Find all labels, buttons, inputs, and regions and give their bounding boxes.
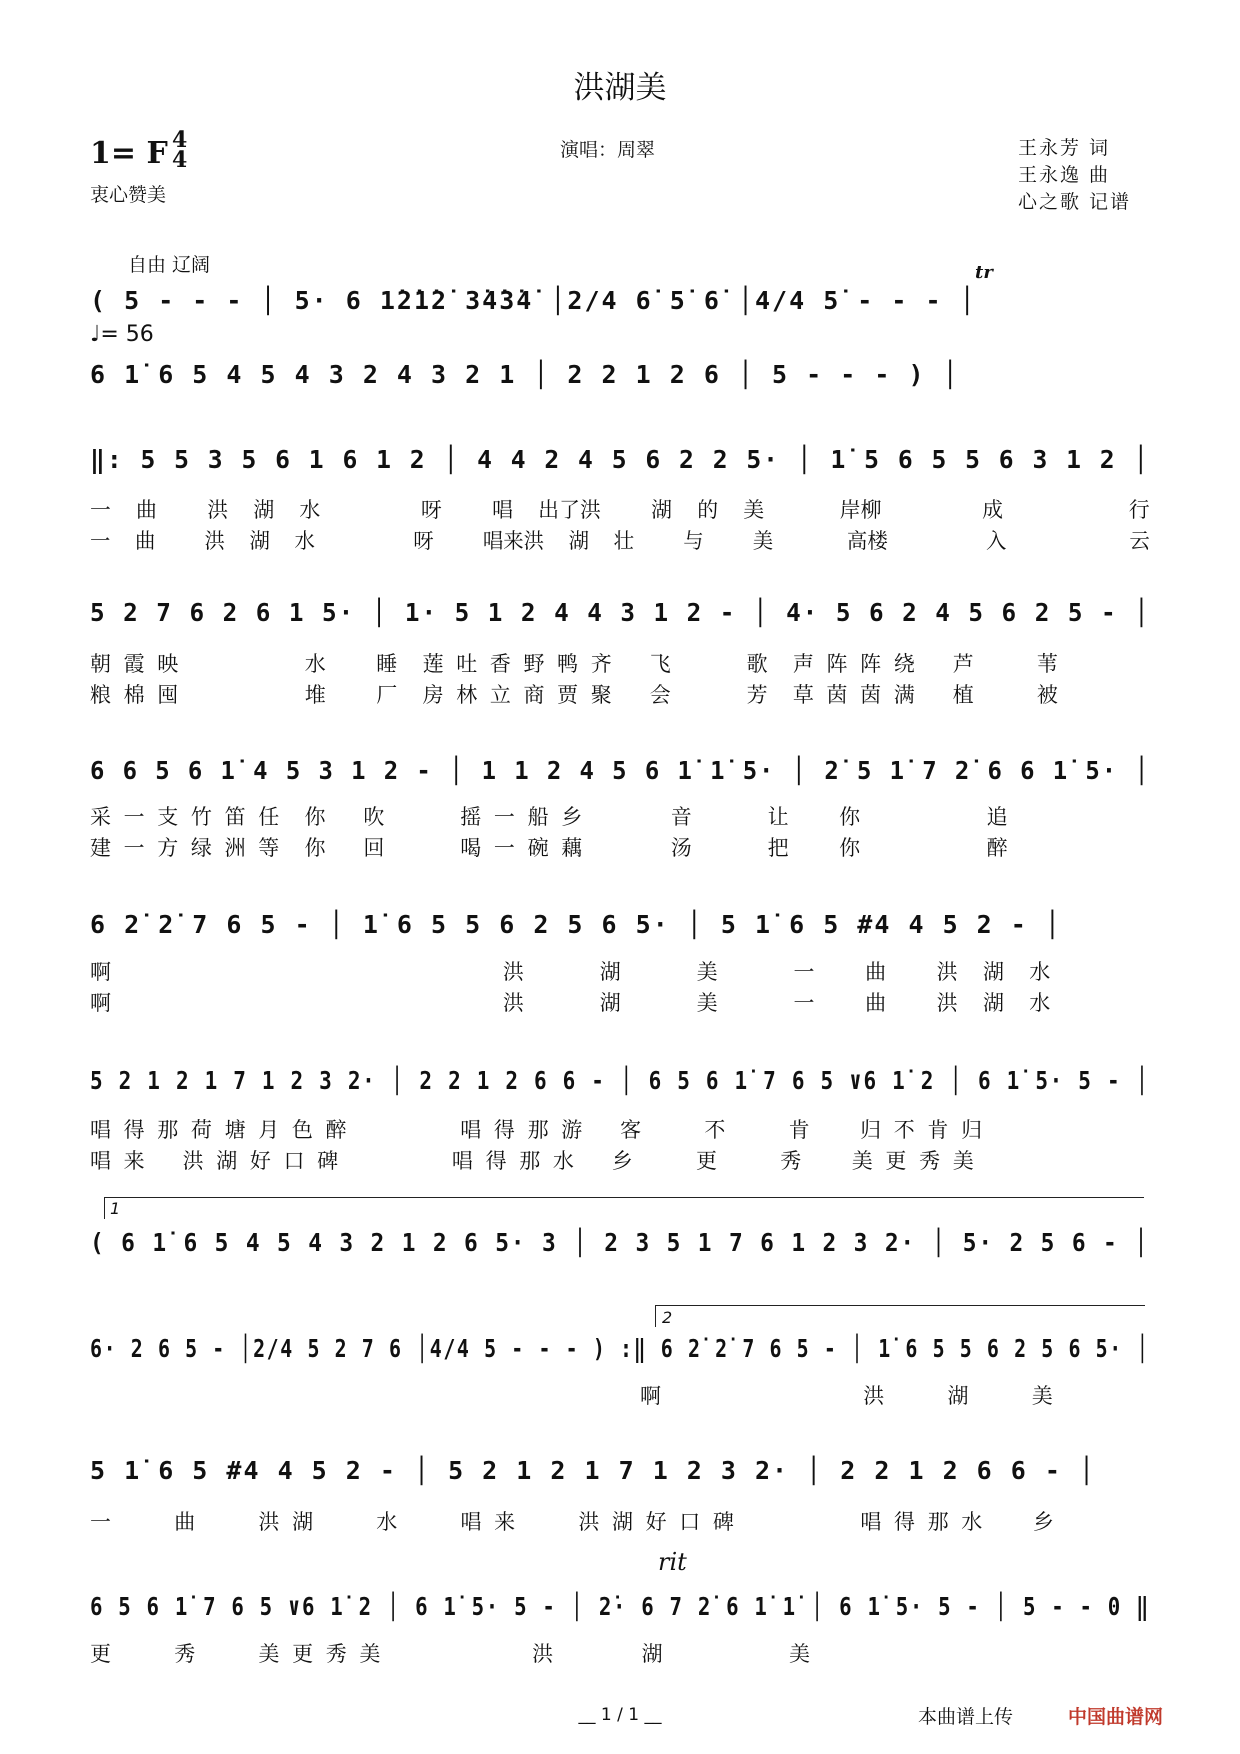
lyric-line: 唱 来 洪 湖 好 口 碑 唱 得 那 水 乡 更 秀 美 更 秀 美 bbox=[90, 1149, 974, 1173]
expression-mark: 衷心赞美 bbox=[90, 184, 167, 206]
score-line-11: 6 5 6 1̇ 7 6 5 ∨6 1̇ 2 │ 6 1̇ 5· 5 - │ 2̇· 6 7 2̇ 6 1̇ 1̇ │ 6 1̇ 5· 5 - │ 5 - - 0 ‖ bbox=[90, 1592, 1151, 1621]
time-signature-top: 4 bbox=[172, 127, 188, 153]
score-line-8: ( 6 1̇ 6 5 4 5 4 3 2 1 2 6 5· 3 │ 2 3 5 1 7 6 1 2 3 2· │ 5· 2 5 6 - │ bbox=[90, 1228, 1150, 1257]
page-number: __ 1 / 1 __ bbox=[578, 1705, 662, 1725]
footer-text: 本曲谱上传 bbox=[918, 1706, 1014, 1728]
lyric-line: 建 一 方 绿 洲 等 你 回 喝 一 碗 藕 汤 把 你 醉 bbox=[90, 836, 1008, 860]
lyric-line: 一 曲 洪 湖 水 呀 唱来洪 湖 壮 与 美 高楼 入 云 bbox=[90, 529, 1150, 553]
volta-2-number: 2 bbox=[662, 1308, 673, 1327]
tempo-mark: ♩= 56 bbox=[90, 322, 154, 347]
lyric-line: 更 秀 美 更 秀 美 洪 湖 美 bbox=[90, 1642, 811, 1666]
lyric-line: 一 曲 洪 湖 水 呀 唱 出了洪 湖 的 美 岸柳 成 行 bbox=[90, 498, 1150, 522]
time-signature bbox=[172, 127, 188, 173]
singer-credit: 演唱：周翠 bbox=[560, 139, 656, 161]
score-line-10: 5 1̇ 6 5 #4 4 5 2 - │ 5 2 1 2 1 7 1 2 3 2· │ 2 2 1 2 6 6 - │ bbox=[90, 1456, 1097, 1485]
score-line-3: ‖: 5 5 3 5 6 1 6 1 2 │ 4 4 2 4 5 6 2 2 5· │ 1̇ 5 6 5 5 6 3 1 2 │ bbox=[90, 445, 1151, 474]
lyric-line: 一 曲 洪 湖 水 唱 来 洪 湖 好 口 碑 唱 得 那 水 乡 bbox=[90, 1510, 1054, 1534]
volta-1-tick bbox=[104, 1197, 105, 1219]
lyric-line: 朝 霞 映 水 睡 莲 吐 香 野 鸭 齐 飞 歌 声 阵 阵 绕 芦 苇 bbox=[90, 652, 1058, 676]
volta-1-bracket bbox=[104, 1197, 1144, 1198]
site-logo: 中国曲谱网 bbox=[1068, 1706, 1164, 1728]
lyricist-credit: 王永芳 词 bbox=[1018, 137, 1111, 159]
lyric-line: 采 一 支 竹 笛 任 你 吹 摇 一 船 乡 音 让 你 追 bbox=[90, 805, 1008, 829]
trill-mark: tr bbox=[975, 262, 993, 283]
score-line-5: 6 6 5 6 1̇ 4 5 3 1 2 - │ 1 1 2 4 5 6 1̇ 1̇ 5· │ 2̇ 5 1̇ 7 2̇ 6 6 1̇ 5· │ bbox=[90, 756, 1151, 785]
key-signature: 1= F bbox=[90, 136, 168, 171]
score-line-9: 6· 2 6 5 - │2/4 5 2 7 6 │4/4 5 - - - ) :‖ 6 2̇ 2̇ 7 6 5 - │ 1̇ 6 5 5 6 2 5 6 5· │ bbox=[90, 1334, 1151, 1363]
lyric-line: 啊 洪 湖 美 一 曲 洪 湖 水 bbox=[90, 991, 1051, 1015]
transcriber-credit: 心之歌 记谱 bbox=[1018, 191, 1132, 213]
lyric-line: 粮 棉 囤 堆 厂 房 林 立 商 贾 聚 会 芳 草 茵 茵 满 植 被 bbox=[90, 683, 1058, 707]
score-line-1: ( 5 - - - │ 5· 6 1̇2̇1̇2̇ 3̇4̇3̇4̇ │2/4 6̇ 5̇ 6̇ │4/4 5̇ - - - │ bbox=[90, 286, 977, 315]
score-line-2: 6 1̇ 6 5 4 5 4 3 2 4 3 2 1 │ 2 2 1 2 6 │ 5 - - - ) │ bbox=[90, 360, 960, 389]
composer-credit: 王永逸 曲 bbox=[1018, 164, 1111, 186]
lyric-line: 唱 得 那 荷 塘 月 色 醉 唱 得 那 游 客 不 肯 归 不 肯 归 bbox=[90, 1118, 983, 1142]
volta-2-bracket bbox=[655, 1305, 1145, 1306]
score-line-6: 6 2̇ 2̇ 7 6 5 - │ 1̇ 6 5 5 6 2 5 6 5· │ 5 1̇ 6 5 #4 4 5 2 - │ bbox=[90, 910, 1062, 939]
volta-1-number: 1 bbox=[110, 1199, 121, 1218]
author-credits bbox=[1018, 135, 1131, 216]
score-line-7: 5 2 1 2 1 7 1 2 3 2· │ 2 2 1 2 6 6 - │ 6 5 6 1̇ 7 6 5 ∨6 1̇ 2 │ 6 1̇ 5· 5 - │ bbox=[90, 1066, 1150, 1095]
free-tempo-mark: 自由 辽阔 bbox=[128, 254, 211, 276]
time-signature-bottom: 4 bbox=[172, 147, 188, 173]
lyric-line: 啊 洪 湖 美 bbox=[640, 1384, 1053, 1408]
ritardando-mark: rit bbox=[658, 1548, 687, 1576]
lyric-line: 啊 洪 湖 美 一 曲 洪 湖 水 bbox=[90, 960, 1051, 984]
volta-2-tick bbox=[655, 1305, 656, 1327]
score-line-4: 5 2 7 6 2 6 1 5· │ 1· 5 1 2 4 4 3 1 2 - │ 4· 5 6 2 4 5 6 2 5 - │ bbox=[90, 598, 1151, 627]
score-title: 洪湖美 bbox=[573, 70, 667, 106]
